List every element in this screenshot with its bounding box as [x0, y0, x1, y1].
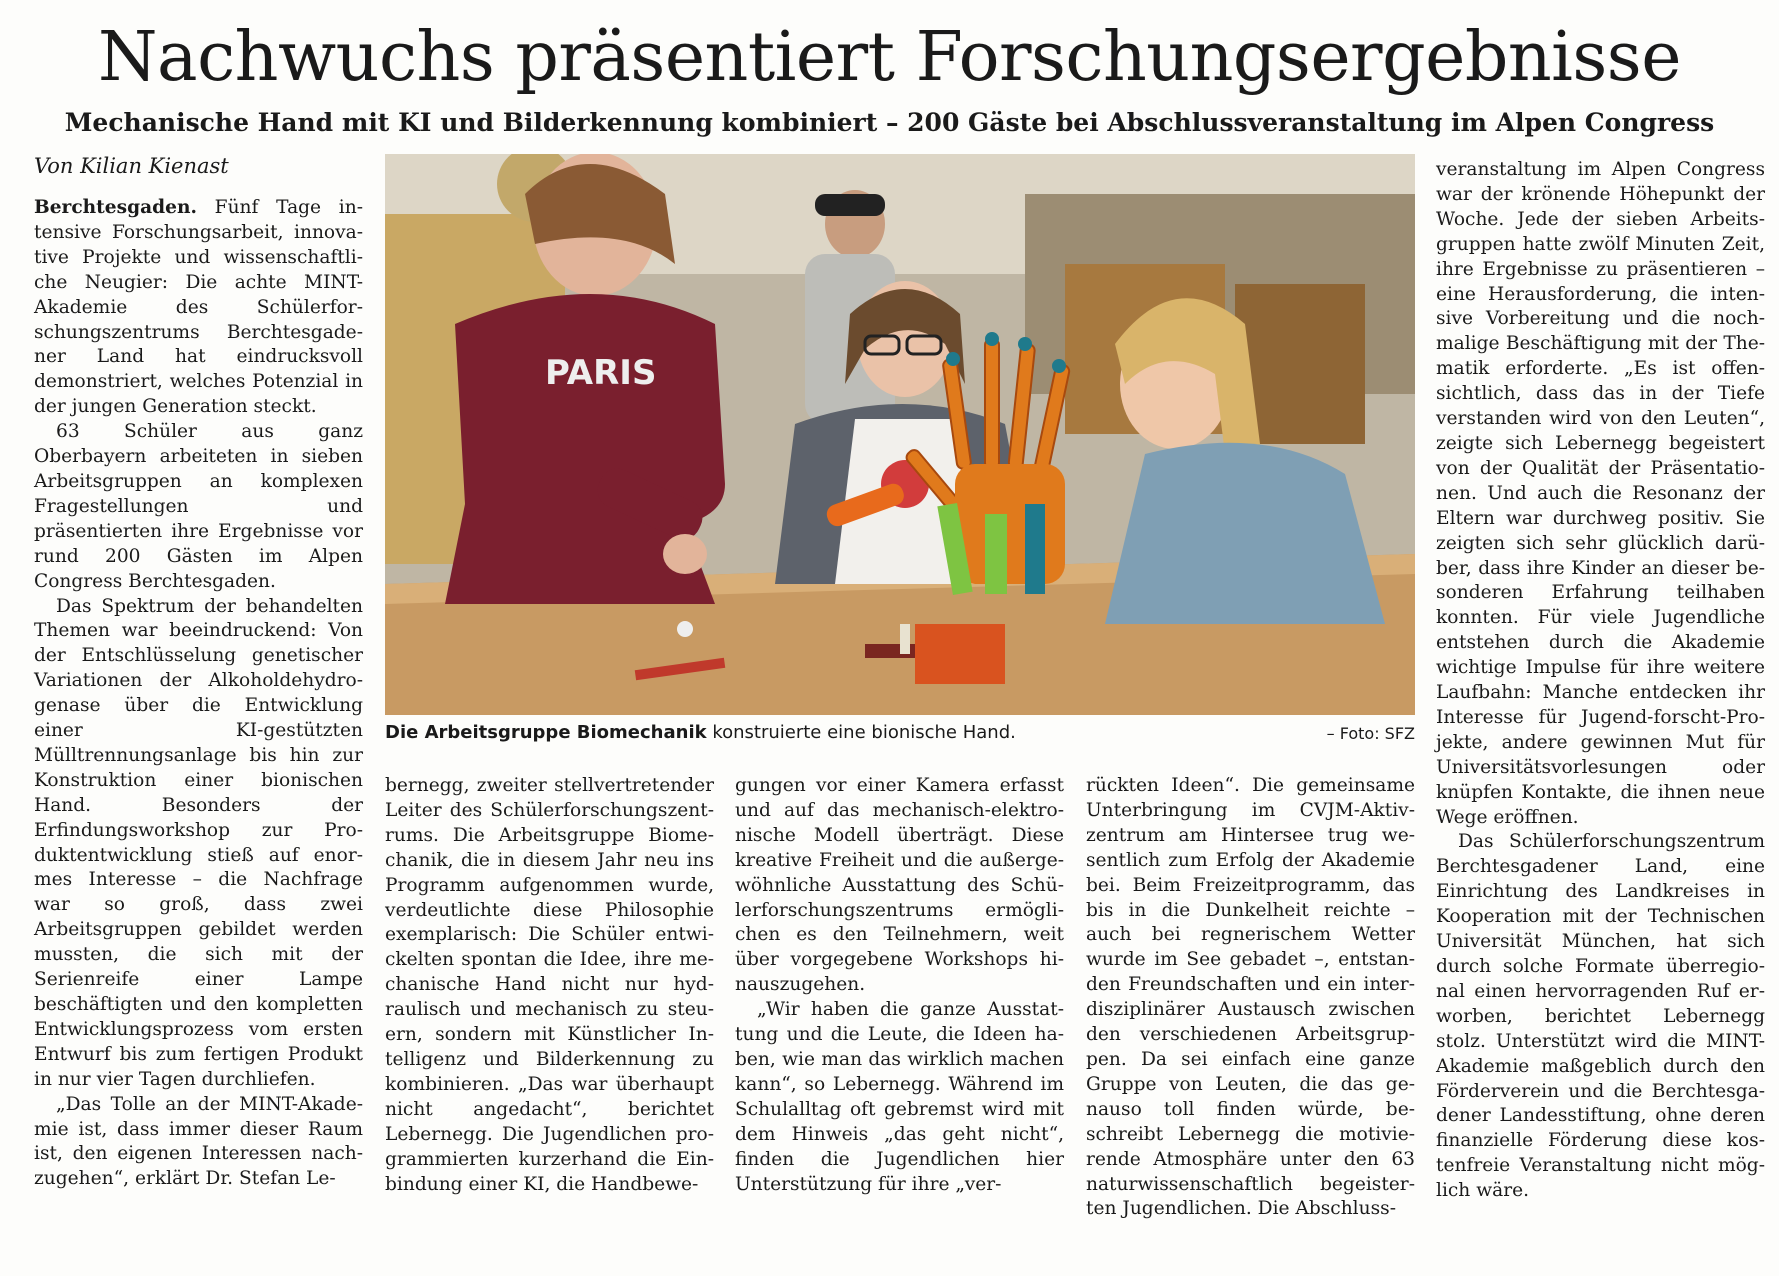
byline: Von Kilian Kienast [34, 154, 229, 178]
paragraph: 63 Schüler aus ganz Oberbayern arbeiteten in sieben Arbeitsgruppen an komplexen Fragestellungen und präsentierten ihre Ergebnisse vor rund 200 Gästen im Alpen Congress Berchtesgaden. [34, 421, 363, 592]
paragraph: „Das Tolle an der MINT-Akademie ist, dass immer dieser Raum ist, den eigenen Interessen nachzugehen“, erklärt Dr. Stefan Le- [34, 1093, 363, 1190]
paragraph-text: Fünf Tage intensive Forschungsarbeit, innovative Projekte und wissenschaftliche Neugier: Die achte MINT-Akademie des Schülerforschungszentrums Berchtesgadener Land hat eindrucksvoll demonstriert, welches Potenzial in der jungen Generation steckt. [34, 197, 363, 418]
dateline: Berchtesgaden. [34, 197, 197, 218]
article-column-5 [1436, 158, 1765, 1204]
paragraph: gungen vor einer Kamera erfasst und auf das mechanisch-elektronische Modell überträgt. Diese kreative Freiheit und die außergewöhnliche Ausstattung des Schülerforschungszentrums ermöglichen es den Teilnehmern, weit über vorgegebene Workshops hinauszugehen. [735, 775, 1064, 996]
paragraph: Das Schülerforschungszentrum Berchtesgadener Land, eine Einrichtung des Landkreises in Kooperation mit der Technischen Universität München, hat sich durch solche Formate überregional einen hervorragenden Ruf erworben, berichtet Lebernegg stolz. Unterstützt wird die MINT-Akademie maßgeblich durch den Förderverein und die Berchtesgadener Landesstiftung, ohne deren finanzielle Förderung diese kostenfreie Veranstaltung nicht möglich wäre. [1436, 831, 1765, 1202]
paragraph [34, 196, 363, 420]
article-column-3 [735, 774, 1064, 1197]
article-photo [385, 154, 1415, 715]
caption-bold: Die Arbeitsgruppe Biomechanik [385, 722, 707, 743]
article-column-2 [385, 774, 714, 1197]
photo-caption [385, 722, 1415, 750]
photo-credit: – Foto: SFZ [1326, 724, 1415, 743]
article-column-1 [34, 196, 363, 1192]
paragraph: veranstaltung im Alpen Congress war der krönende Höhepunkt der Woche. Jede der sieben Arbeitsgruppen hatte zwölf Minuten Zeit, ihre Ergebnisse zu präsentieren – eine Herausforderung, die intensive Vorbereitung und die nochmalige Beschäftigung mit der Thematik erforderte. „Es ist offensichtlich, dass das in der Tiefe verstanden wird von den Leuten“, zeigte sich Lebernegg begeistert von der Qualität der Präsentationen. Und auch die Resonanz der Eltern war durchweg positiv. Sie zeigten sich sehr glücklich darüber, dass ihre Kinder an dieser besonderen Erfahrung teilhaben konnten. Für viele Jugendliche entstehen durch die Akademie wichtige Impulse für ihre weitere Laufbahn: Manche entdecken ihr Interesse für Jugend-forscht-Projekte, andere gewinnen Mut für Universitätsvorlesungen oder knüpfen Kontakte, die ihnen neue Wege eröffnen. [1436, 159, 1765, 828]
workshop-photo-illustration [385, 154, 1415, 715]
subheadline: Mechanische Hand mit KI und Bilderkennung kombiniert – 200 Gäste bei Abschlussveranstaltung im Alpen Congress [64, 108, 1715, 137]
paragraph: bernegg, zweiter stellvertretender Leiter des Schülerforschungszentrums. Die Arbeitsgruppe Biomechanik, die in diesem Jahr neu ins Programm aufgenommen wurde, verdeutlichte diese Philosophie exemplarisch: Die Schüler entwickelten spontan die Idee, ihre mechanische Hand nicht nur hydraulisch und mechanisch zu steuern, sondern mit Künstlicher Intelligenz und Bilderkennung zu kombinieren. „Das war überhaupt nicht angedacht“, berichtet Lebernegg. Die Jugendlichen programmierten kurzerhand die Einbindung einer KI, die Handbewe- [385, 775, 714, 1195]
paragraph: rückten Ideen“. Die gemeinsame Unterbringung im CVJM-Aktivzentrum am Hintersee trug wesentlich zum Erfolg der Akademie bei. Beim Freizeitprogramm, das bis in die Dunkelheit reichte – auch bei regnerischem Wetter wurde im See gebadet –, entstanden Freundschaften und ein interdisziplinärer Austausch zwischen den verschiedenen Arbeitsgruppen. Da sei einfach eine ganze Gruppe von Leuten, die das genauso toll finden würde, beschreibt Lebernegg die motivierende Atmosphäre unter den 63 naturwissenschaftlich begeisterten Jugendlichen. Die Abschluss- [1086, 775, 1415, 1220]
paragraph: „Wir haben die ganze Ausstattung und die Leute, die Ideen haben, wie man das wirklich machen kann“, so Lebernegg. Während im Schulalltag oft gebremst wird mit dem Hinweis „das geht nicht“, finden die Jugendlichen hier Unterstützung für ihre „ver- [735, 999, 1064, 1195]
article-column-4 [1086, 774, 1415, 1222]
sweatshirt-print: PARIS [545, 353, 657, 393]
paragraph: Das Spektrum der behandelten Themen war beeindruckend: Von der Entschlüsselung genetischer Variationen der Alkoholdehydrogenase über die Entwicklung einer KI-gestützten Mülltrennungsanlage bis hin zur Konstruktion einer bionischen Hand. Besonders der Erfindungsworkshop zur Produktentwicklung stieß auf enormes Interesse – die Nachfrage war so groß, dass zwei Arbeitsgruppen gebildet werden mussten, die sich mit der Serienreife einer Lampe beschäftigten und den kompletten Entwicklungsprozess vom ersten Entwurf bis zum fertigen Produkt in nur vier Tagen durchliefen. [34, 595, 363, 1090]
headline: Nachwuchs präsentiert Forschungsergebnisse [98, 18, 1681, 97]
caption-text: konstruierte eine bionische Hand. [706, 722, 1016, 743]
